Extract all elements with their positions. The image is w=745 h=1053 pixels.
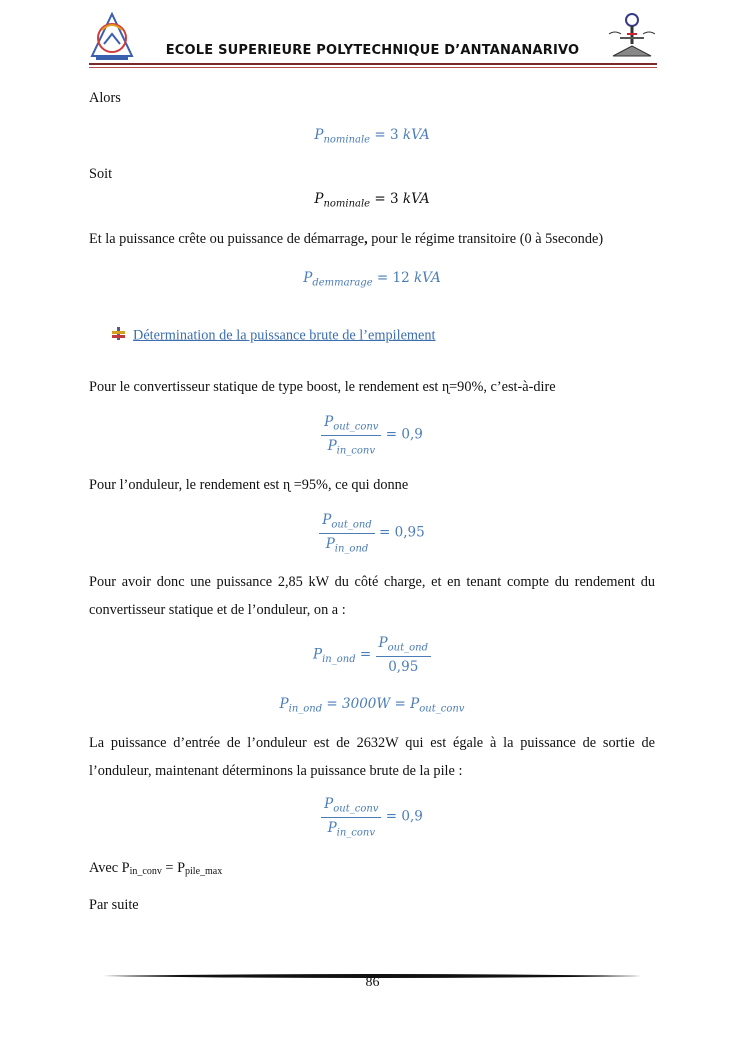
text-avec: Avec Pin_conv = Ppile_max xyxy=(89,860,223,877)
equation-p-demmarage: $P_{demmarage} = 12$ kVA xyxy=(303,270,441,289)
header-rule-thin xyxy=(89,67,657,68)
equation-conv-ratio-1: $\frac{P_{out\_conv}}{P_{in\_conv}}$ = 0,9 xyxy=(89,414,655,456)
equation-p-in-ond-value: $P_{in\_ond} = 3000W = P_{out\_conv}$ xyxy=(279,696,465,715)
header-rule xyxy=(89,63,657,65)
text-alors: Alors xyxy=(89,90,121,106)
equation-p-nominale-2: $P_{nominale} = 3$ kVA xyxy=(314,191,430,210)
text-puissance-crete: Et la puissance crête ou puissance de démarrage, pour le régime transitoire (0 à 5seconde) xyxy=(89,231,604,247)
text-boost-rendement: Pour le convertisseur statique de type boost, le rendement est ɳ=90%, c’est-à-dire xyxy=(89,379,556,395)
page-number: 86 xyxy=(365,975,380,990)
equation-conv-ratio-2: $\frac{P_{out\_conv}}{P_{in\_conv}}$ = 0,9 xyxy=(89,796,655,838)
paragraph-puissance-entree: La puissance d’entrée de l’onduleur est de 2632W qui est égale à la puissance de sortie de l’onduleur, maintenant déterminons la puissance brute de la pile : xyxy=(89,735,655,779)
section-bullet xyxy=(112,327,436,345)
text-soit: Soit xyxy=(89,166,113,182)
section-heading-link[interactable]: Détermination de la puissance brute de l’empilement xyxy=(133,327,436,344)
header-title: ECOLE SUPERIEURE POLYTECHNIQUE D’ANTANANARIVO xyxy=(165,43,580,58)
paragraph-puissance-charge: Pour avoir donc une puissance 2,85 kW du côté charge, et en tenant compte du rendement du convertisseur statique et de l’onduleur, on a : xyxy=(89,574,655,618)
footer-swoosh-line xyxy=(103,966,641,972)
equation-p-in-ond: $P_{in\_ond}$ = $\frac{P_{out\_ond}}{0,95}$ xyxy=(89,635,655,675)
equation-ond-ratio: $\frac{P_{out\_ond}}{P_{in\_ond}}$ = 0,95 xyxy=(89,512,655,554)
bullet-cross-icon xyxy=(112,327,125,345)
equation-p-nominale-1: $P_{nominale} = 3$ kVA xyxy=(314,127,430,146)
text-onduleur-rendement: Pour l’onduleur, le rendement est ɳ =95%, ce qui donne xyxy=(89,477,409,493)
text-par-suite: Par suite xyxy=(89,897,139,913)
